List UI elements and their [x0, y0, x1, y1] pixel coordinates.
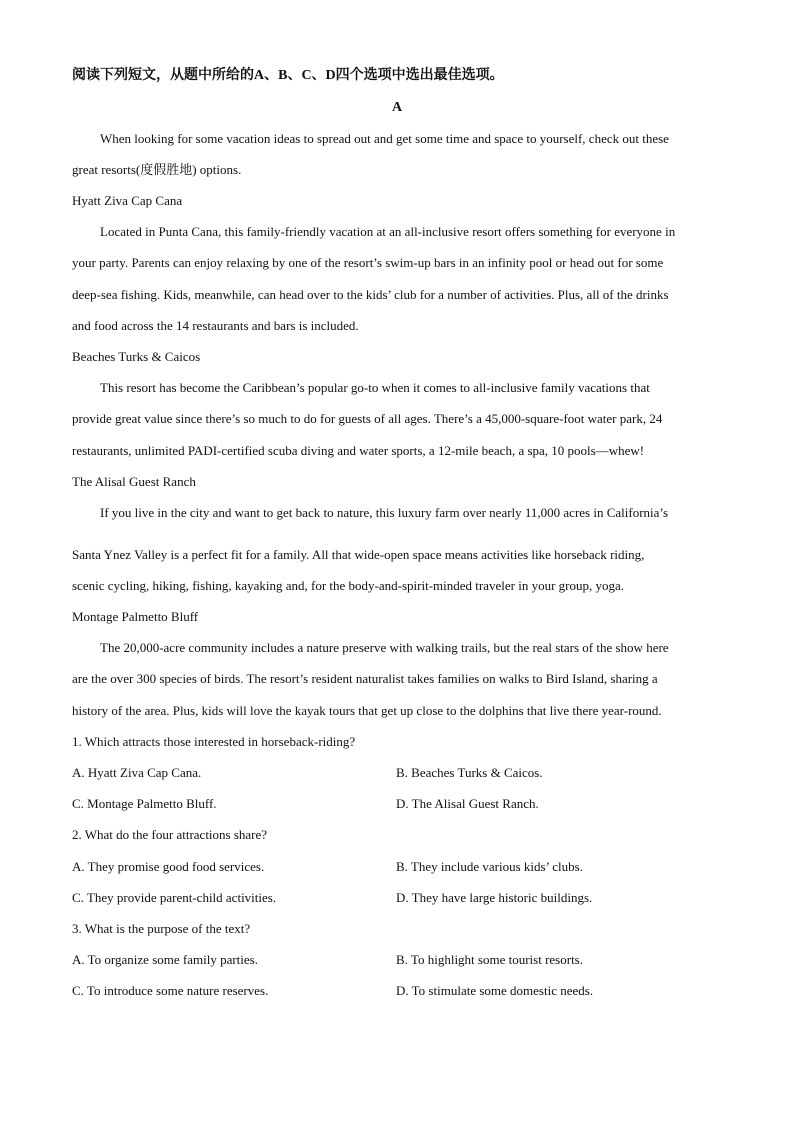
answer-option-b: B. They include various kids’ clubs. — [396, 859, 583, 874]
resort-paragraph-line: are the over 300 species of birds. The resort’s resident naturalist takes families on walks to Bird Island, sharing a — [72, 671, 658, 686]
answer-option-c: C. They provide parent-child activities. — [72, 890, 277, 905]
section-letter: A — [391, 100, 403, 115]
intro-line: When looking for some vacation ideas to spread out and get some time and space to yourself, check out these — [100, 131, 669, 146]
answer-option-d: D. To stimulate some domestic needs. — [396, 983, 594, 998]
resort-heading: Montage Palmetto Bluff — [72, 609, 199, 624]
answer-option-d: D. They have large historic buildings. — [396, 890, 593, 905]
resort-paragraph-line: history of the area. Plus, kids will love the kayak tours that get up close to the dolphins that live there year-round. — [72, 703, 662, 718]
resort-paragraph-line: and food across the 14 restaurants and bars is included. — [72, 318, 359, 333]
resort-paragraph-line: your party. Parents can enjoy relaxing by one of the resort’s swim-up bars in an infinity pool or head out for some — [72, 255, 664, 270]
resort-heading: Beaches Turks & Caicos — [72, 349, 201, 364]
resort-paragraph-line: Located in Punta Cana, this family-friendly vacation at an all-inclusive resort offers something for everyone in — [100, 224, 676, 239]
resort-paragraph-line: deep-sea fishing. Kids, meanwhile, can head over to the kids’ club for a number of activities. Plus, all of the drinks — [72, 287, 669, 302]
answer-option-c: C. To introduce some nature reserves. — [72, 983, 269, 998]
answer-option-a: A. They promise good food services. — [72, 859, 265, 874]
answer-option-b: B. Beaches Turks & Caicos. — [396, 765, 543, 780]
question-text: 3. What is the purpose of the text? — [72, 921, 251, 936]
question-text: 1. Which attracts those interested in horseback-riding? — [72, 734, 356, 749]
answer-option-c: C. Montage Palmetto Bluff. — [72, 796, 217, 811]
resort-paragraph-line: Santa Ynez Valley is a perfect fit for a family. All that wide-open space means activities like horseback riding, — [72, 547, 645, 562]
intro-line: great resorts(度假胜地) options. — [72, 162, 242, 177]
resort-paragraph-line: The 20,000-acre community includes a nature preserve with walking trails, but the real stars of the show here — [100, 640, 669, 655]
question-text: 2. What do the four attractions share? — [72, 827, 268, 842]
answer-option-b: B. To highlight some tourist resorts. — [396, 952, 583, 967]
resort-heading: The Alisal Guest Ranch — [72, 474, 196, 489]
answer-option-a: A. To organize some family parties. — [72, 952, 258, 967]
answer-option-d: D. The Alisal Guest Ranch. — [396, 796, 539, 811]
answer-option-a: A. Hyatt Ziva Cap Cana. — [72, 765, 202, 780]
resort-paragraph-line: provide great value since there’s so much to do for guests of all ages. There’s a 45,000-square-foot water park, 24 — [72, 411, 663, 426]
resort-paragraph-line: scenic cycling, hiking, fishing, kayaking and, for the body-and-spirit-minded traveler in your group, yoga. — [72, 578, 624, 593]
resort-paragraph-line: restaurants, unlimited PADI-certified scuba diving and water sports, a 12-mile beach, a spa, 10 pools—whew! — [72, 443, 645, 458]
instruction-text: 阅读下列短文，从题中所给的A、B、C、D四个选项中选出最佳选项。 — [72, 68, 504, 83]
resort-paragraph-line: If you live in the city and want to get back to nature, this luxury farm over nearly 11,000 acres in California’s — [100, 505, 669, 520]
resort-heading: Hyatt Ziva Cap Cana — [72, 193, 183, 208]
resort-paragraph-line: This resort has become the Caribbean’s popular go-to when it comes to all-inclusive family vacations that — [100, 380, 650, 395]
